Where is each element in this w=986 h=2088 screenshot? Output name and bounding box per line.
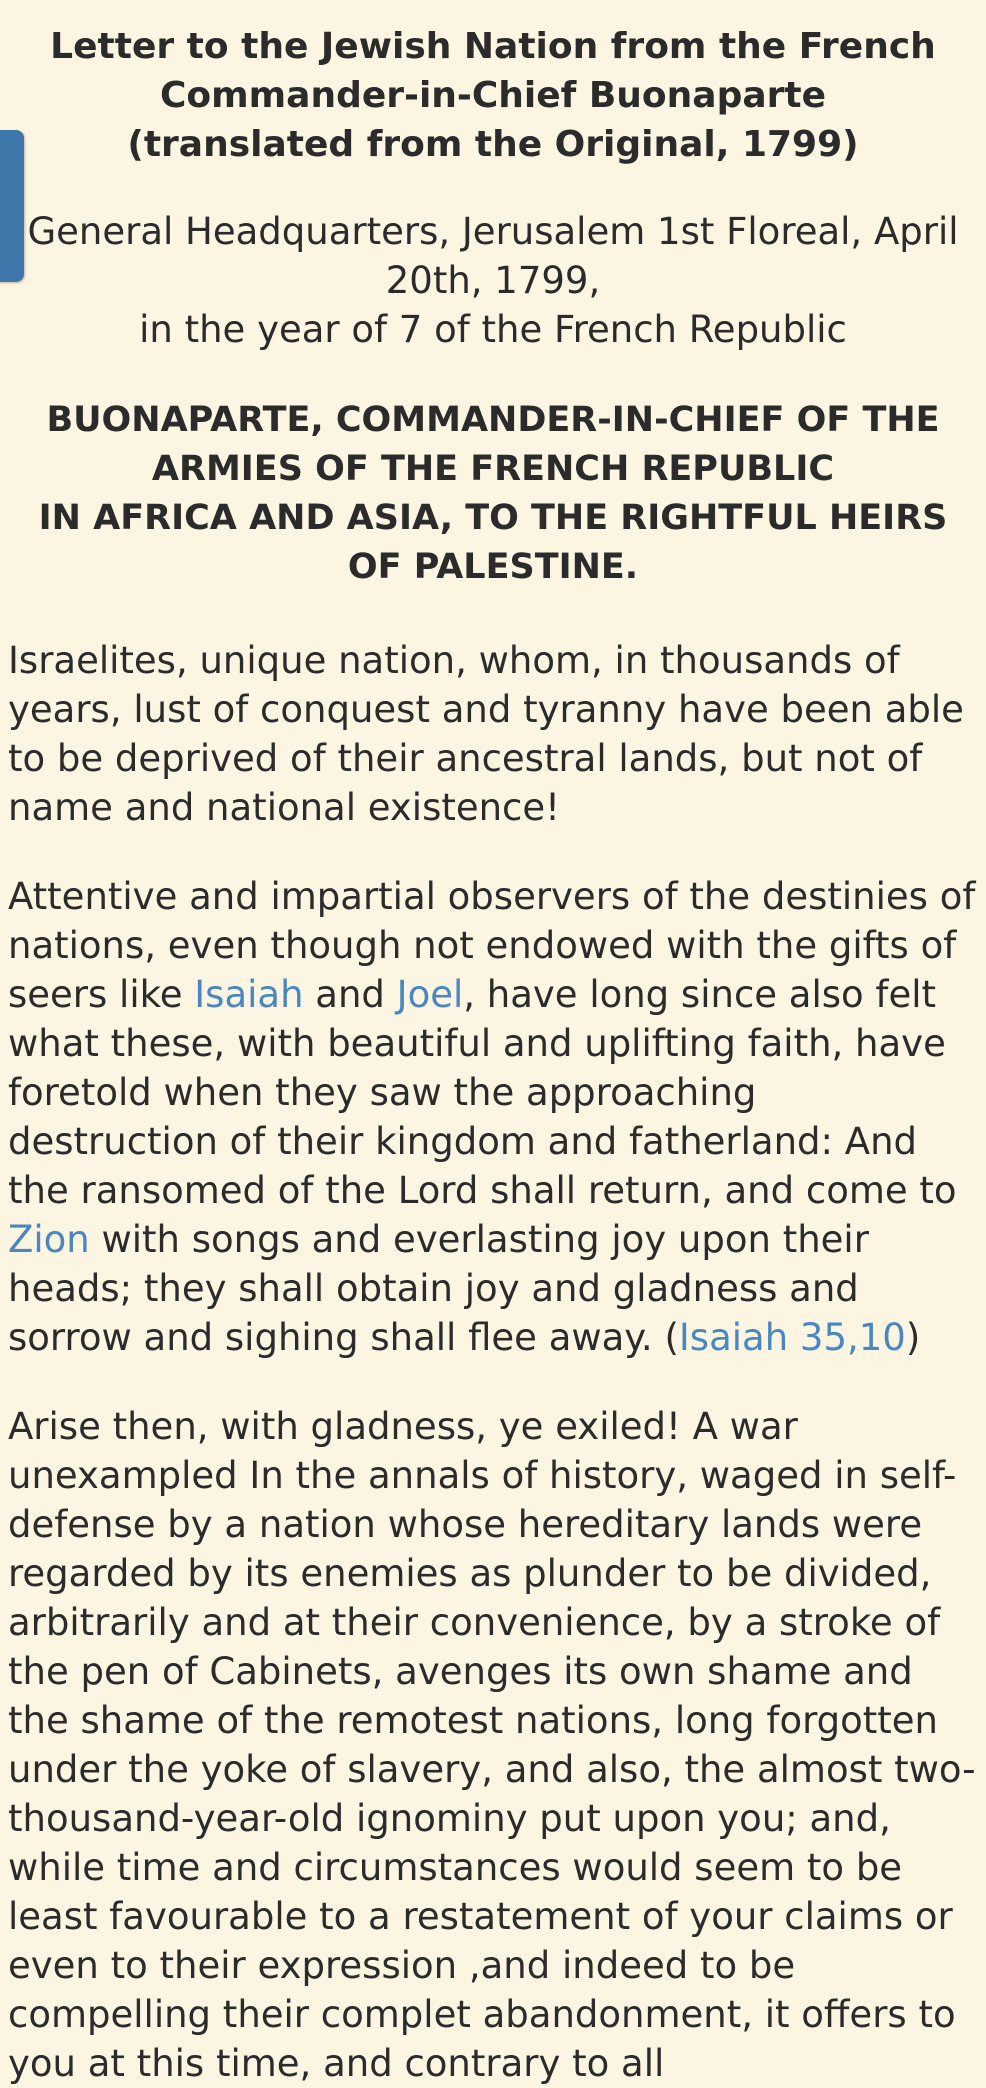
headquarters-dateline xyxy=(8,207,978,354)
joel-link[interactable]: Joel xyxy=(396,973,464,1016)
address-heading xyxy=(8,396,978,592)
title-line-1: Letter to the Jewish Nation from the French xyxy=(50,26,936,67)
paragraph-2 xyxy=(8,872,978,1362)
paragraph-2-text-3: , have long since also felt what these, with beautiful and uplifting faith, have foretold when they saw the approaching destruction of their kingdom and fatherland: And the ransomed of the Lord shall return, and come to xyxy=(8,973,957,1212)
title-line-2: Commander-in-Chief Buonaparte xyxy=(159,75,827,116)
letter-title xyxy=(8,22,978,169)
address-line-1: BUONAPARTE, COMMANDER-IN-CHIEF OF THE ARMIES OF THE FRENCH REPUBLIC xyxy=(46,400,940,489)
paragraph-2-text-2: and xyxy=(303,973,397,1016)
paragraph-1: Israelites, unique nation, whom, in thousands of years, lust of conquest and tyranny have been able to be deprived of their ancestral lands, but not of name and national existence! xyxy=(8,639,964,829)
isaiah-link[interactable]: Isaiah xyxy=(194,973,304,1016)
zion-link[interactable]: Zion xyxy=(8,1218,90,1261)
paragraph-3: Arise then, with gladness, ye exiled! A war unexampled In the annals of history, waged in self-defense by a nation whose hereditary lands were regarded by its enemies as plunder to be divided, arbitrarily and at their convenience, by a stroke of the pen of Cabinets, avenges its own shame and the shame of the remotest nations, long forgotten under the yoke of slavery, and also, the almost two-thousand-year-old ignominy put upon you; and, while time and circumstances would seem to be least favourable to a restatement of your claims or even to their expression ,and indeed to be compelling their complet abandonment, it offers to you at this time, and contrary to all xyxy=(8,1405,976,2085)
letter-article xyxy=(8,0,978,2088)
paragraph-2-text-1: Attentive and impartial observers of the destinies of nations, even though not endowed with the gifts of seers like xyxy=(8,875,976,1016)
paragraph-2-text-4: with songs and everlasting joy upon their heads; they shall obtain joy and gladness and sorrow and sighing shall flee away. ( xyxy=(8,1218,869,1359)
isaiah-reference-link[interactable]: Isaiah 35,10 xyxy=(678,1316,906,1359)
address-line-2: IN AFRICA AND ASIA, TO THE RIGHTFUL HEIRS OF PALESTINE. xyxy=(38,498,948,587)
dateline-line-2: in the year of 7 of the French Republic xyxy=(139,308,847,351)
title-line-3: (translated from the Original, 1799) xyxy=(127,124,859,165)
paragraph-2-text-5: ) xyxy=(905,1316,921,1359)
dateline-line-1: General Headquarters, Jerusalem 1st Floreal, April 20th, 1799, xyxy=(27,210,959,302)
